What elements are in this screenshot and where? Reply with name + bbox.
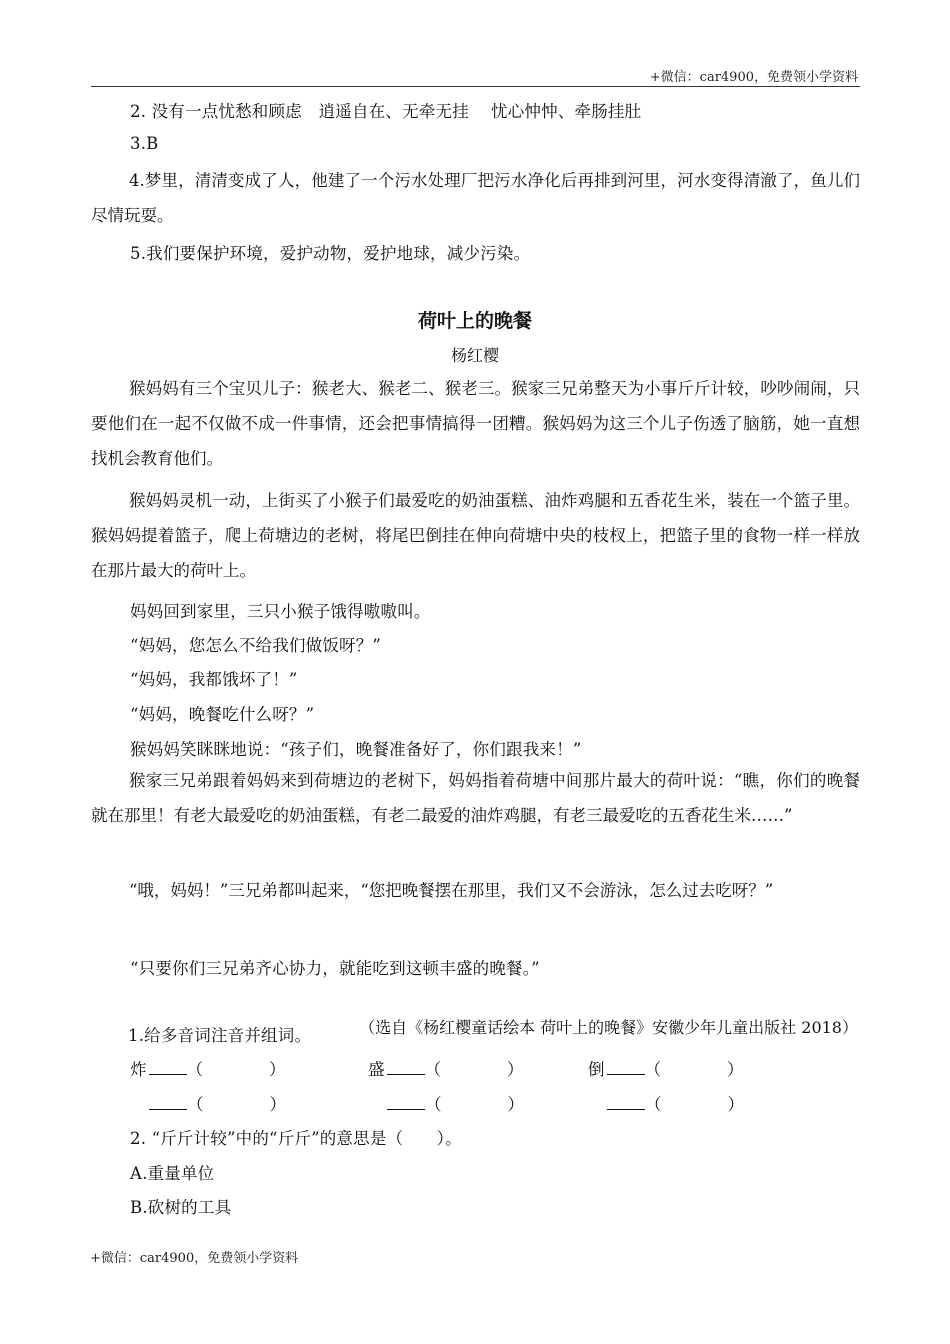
polyphone-item-2-second: [385, 1091, 524, 1115]
answer-blank[interactable]: [607, 1095, 645, 1110]
story-paragraph-8: 猴家三兄弟跟着妈妈来到荷塘边的老树下，妈妈指着荷塘中间那片最大的荷叶说：“瞧，你们的晚餐就在那里！有老大最爱吃的奶油蛋糕，有老二最爱的油炸鸡腿，有老三最爱吃的五香花生米……”: [91, 771, 860, 825]
answer-blank[interactable]: [149, 1060, 187, 1075]
story-title: 荷叶上的晚餐: [417, 310, 532, 332]
polyphone-item-3: [588, 1056, 744, 1080]
header-note: +微信：car4900，免费领小学资料: [649, 70, 858, 85]
answer-5: 5.我们要保护环境，爱护动物，爱护地球，减少污染。: [130, 244, 531, 263]
pinyin-paren: （ ）: [645, 1095, 744, 1114]
pinyin-paren: （ ）: [187, 1095, 286, 1114]
pinyin-paren: （ ）: [424, 1060, 524, 1079]
footer-note: +微信：car4900，免费领小学资料: [90, 1251, 299, 1266]
answer-blank[interactable]: [387, 1095, 425, 1110]
question-2-option-b: B.砍树的工具: [130, 1198, 232, 1217]
story-paragraph-7: 猴妈妈笑眯眯地说：“孩子们，晚餐准备好了，你们跟我来！”: [130, 740, 582, 759]
polyphone-item-3-second: [605, 1091, 744, 1115]
answer-2: 2. 没有一点忧愁和顾虑 逍遥自在、无牵无挂 忧心忡忡、牵肠挂肚: [130, 102, 642, 121]
answer-blank[interactable]: [607, 1060, 645, 1075]
polyphone-char: 盛: [368, 1060, 385, 1079]
story-source: （选自《杨红樱童话绘本 荷叶上的晚餐》安徽少年儿童出版社 2018）: [359, 1018, 858, 1037]
question-2-option-a: A.重量单位: [130, 1164, 215, 1183]
story-paragraph-4: “妈妈，您怎么不给我们做饭呀？”: [130, 636, 382, 655]
polyphone-char: 炸: [130, 1060, 147, 1079]
question-2: 2. “斤斤计较”中的“斤斤”的意思是（ ）。: [130, 1129, 462, 1148]
answer-blank[interactable]: [149, 1095, 187, 1110]
story-paragraph-9: “哦，妈妈！”三兄弟都叫起来，“您把晚餐摆在那里，我们又不会游泳，怎么过去吃呀？”: [129, 881, 774, 900]
story-author: 杨红樱: [450, 346, 499, 365]
story-paragraph-2: 猴妈妈灵机一动，上街买了小猴子们最爱吃的奶油蛋糕、油炸鸡腿和五香花生米，装在一个篮子里。猴妈妈提着篮子，爬上荷塘边的老树，将尾巴倒挂在伸向荷塘中央的枝杈上，把篮子里的食物一样一样放在那片最大的荷叶上。: [91, 491, 860, 580]
polyphone-item-1-second: [147, 1091, 286, 1115]
pinyin-paren: （ ）: [186, 1060, 286, 1079]
story-paragraph-10: “只要你们三兄弟齐心协力，就能吃到这顿丰盛的晚餐。”: [130, 959, 540, 978]
story-paragraph-5: “妈妈，我都饿坏了！”: [130, 670, 298, 689]
polyphone-item-1: [130, 1056, 286, 1080]
answer-3: 3.B: [130, 134, 159, 153]
polyphone-char: 倒: [588, 1060, 605, 1079]
story-paragraph-3: 妈妈回到家里，三只小猴子饿得嗷嗷叫。: [130, 602, 431, 621]
polyphone-item-2: [368, 1056, 524, 1080]
story-paragraph-6: “妈妈，晚餐吃什么呀？”: [130, 705, 315, 724]
pinyin-paren: （ ）: [425, 1095, 524, 1114]
pinyin-paren: （ ）: [644, 1060, 744, 1079]
story-paragraph-1: 猴妈妈有三个宝贝儿子：猴老大、猴老二、猴老三。猴家三兄弟整天为小事斤斤计较，吵吵闹闹，只要他们在一起不仅做不成一件事情，还会把事情搞得一团糟。猴妈妈为这三个儿子伤透了脑筋，她一直想找机会教育他们。: [91, 379, 860, 468]
answer-blank[interactable]: [387, 1060, 425, 1075]
header-divider: [91, 86, 860, 87]
answer-4: 4.梦里，清清变成了人，他建了一个污水处理厂把污水净化后再排到河里，河水变得清澈了，鱼儿们尽情玩耍。: [91, 171, 860, 225]
question-1: 1.给多音词注音并组词。: [128, 1026, 312, 1045]
